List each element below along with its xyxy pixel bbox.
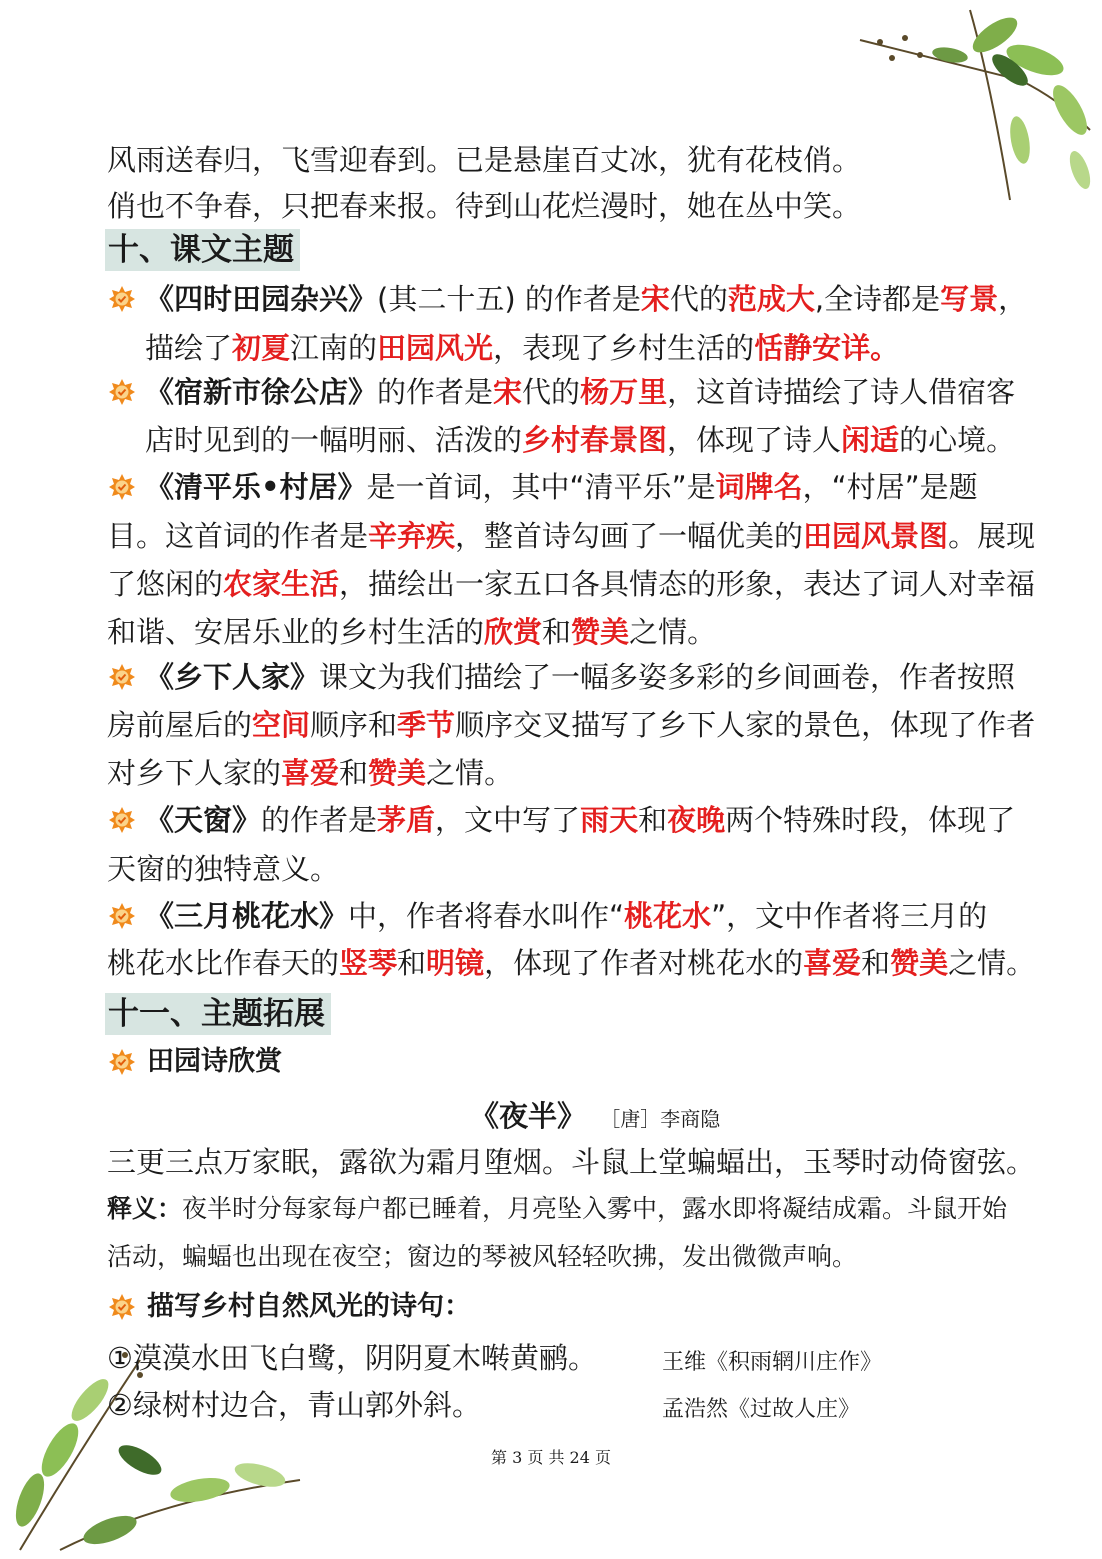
theme-item-3-line-3: 了悠闲的农家生活，描绘出一家五口各具情态的形象，表达了词人对幸福 [107, 567, 1036, 601]
poem-title: 《夜半》 [470, 1099, 587, 1133]
theme-item-4-line-3: 对乡下人家的喜爱和赞美之情。 [107, 756, 514, 790]
theme-item-5: 《天窗》的作者是茅盾，文中写了雨天和夜晚两个特殊时段，体现了 [145, 803, 1016, 837]
floral-decoration-top-right [820, 0, 1102, 215]
theme-item-6-line-2: 桃花水比作春天的竖琴和明镜，体现了作者对桃花水的喜爱和赞美之情。 [107, 946, 1036, 980]
bullet-icon [108, 285, 136, 313]
poem-gloss-line-1: 释义：夜半时分每家每户都已睡着，月亮坠入雾中，露水即将凝结成霜。斗鼠开始 [107, 1194, 1008, 1223]
bullet-icon [108, 663, 136, 691]
theme-item-3-line-4: 和谐、安居乐业的乡村生活的欣赏和赞美之情。 [107, 615, 717, 649]
poem-dynasty: ［唐］ [600, 1107, 661, 1131]
theme-item-1: 《四时田园杂兴》(其二十五) 的作者是宋代的范成大,全诗都是写景， [145, 282, 1028, 316]
theme-item-3-line-2: 目。这首词的作者是辛弃疾，整首诗勾画了一幅优美的田园风景图。展现 [107, 519, 1036, 553]
theme-item-6: 《三月桃花水》中，作者将春水叫作“桃花水”，文中作者将三月的 [145, 899, 988, 933]
intro-line-1: 风雨送春归，飞雪迎春到。已是悬崖百丈冰，犹有花枝俏。 [107, 143, 862, 177]
page-number: 第 3 页 共 24 页 [491, 1448, 611, 1467]
bullet-icon [108, 1048, 136, 1076]
section-10-heading: 十、课文主题 [105, 229, 300, 271]
bullet-icon [108, 902, 136, 930]
bullet-icon [108, 806, 136, 834]
poem-author: 李商隐 [660, 1107, 721, 1131]
verse-1-source: 王维《积雨辋川庄作》 [662, 1350, 883, 1375]
bullet-icon [108, 378, 136, 406]
bullet-icon [108, 1293, 136, 1321]
section-11-heading: 十一、主题拓展 [105, 993, 331, 1035]
poem-text: 三更三点万家眠，露欲为霜月堕烟。斗鼠上堂蝙蝠出，玉琴时动倚窗弦。 [107, 1145, 1036, 1179]
verse-2-source: 孟浩然《过故人庄》 [662, 1397, 861, 1422]
verse-1-text: ①漠漠水田飞白鹭，阴阴夏木啭黄鹂。 [107, 1341, 597, 1375]
verse-2-text: ②绿树村边合，青山郭外斜。 [107, 1388, 481, 1422]
theme-item-1-cont: 描绘了初夏江南的田园风光，表现了乡村生活的恬静安详。 [145, 331, 900, 365]
theme-item-4-line-2: 房前屋后的空间顺序和季节顺序交叉描写了乡下人家的景色，体现了作者 [107, 708, 1036, 742]
theme-item-3: 《清平乐•村居》是一首词，其中“清平乐”是词牌名，“村居”是题 [145, 470, 978, 504]
poem-title-line [470, 1094, 720, 1135]
bullet-icon [108, 473, 136, 501]
theme-item-2-cont: 店时见到的一幅明丽、活泼的乡村春景图，体现了诗人闲适的心境。 [145, 423, 1016, 457]
theme-item-4: 《乡下人家》课文为我们描绘了一幅多姿多彩的乡间画卷，作者按照 [145, 660, 1016, 694]
subheading-rural-verses: 描写乡村自然风光的诗句： [147, 1291, 471, 1322]
theme-item-2: 《宿新市徐公店》的作者是宋代的杨万里，这首诗描绘了诗人借宿客 [145, 375, 1016, 409]
intro-line-2: 俏也不争春，只把春来报。待到山花烂漫时，她在丛中笑。 [107, 189, 862, 223]
poem-gloss-line-2: 活动，蝙蝠也出现在夜空；窗边的琴被风轻轻吹拂，发出微微声响。 [107, 1242, 858, 1271]
theme-item-5-line-2: 天窗的独特意义。 [107, 852, 340, 886]
subheading-pastoral-poems: 田园诗欣赏 [147, 1046, 282, 1077]
